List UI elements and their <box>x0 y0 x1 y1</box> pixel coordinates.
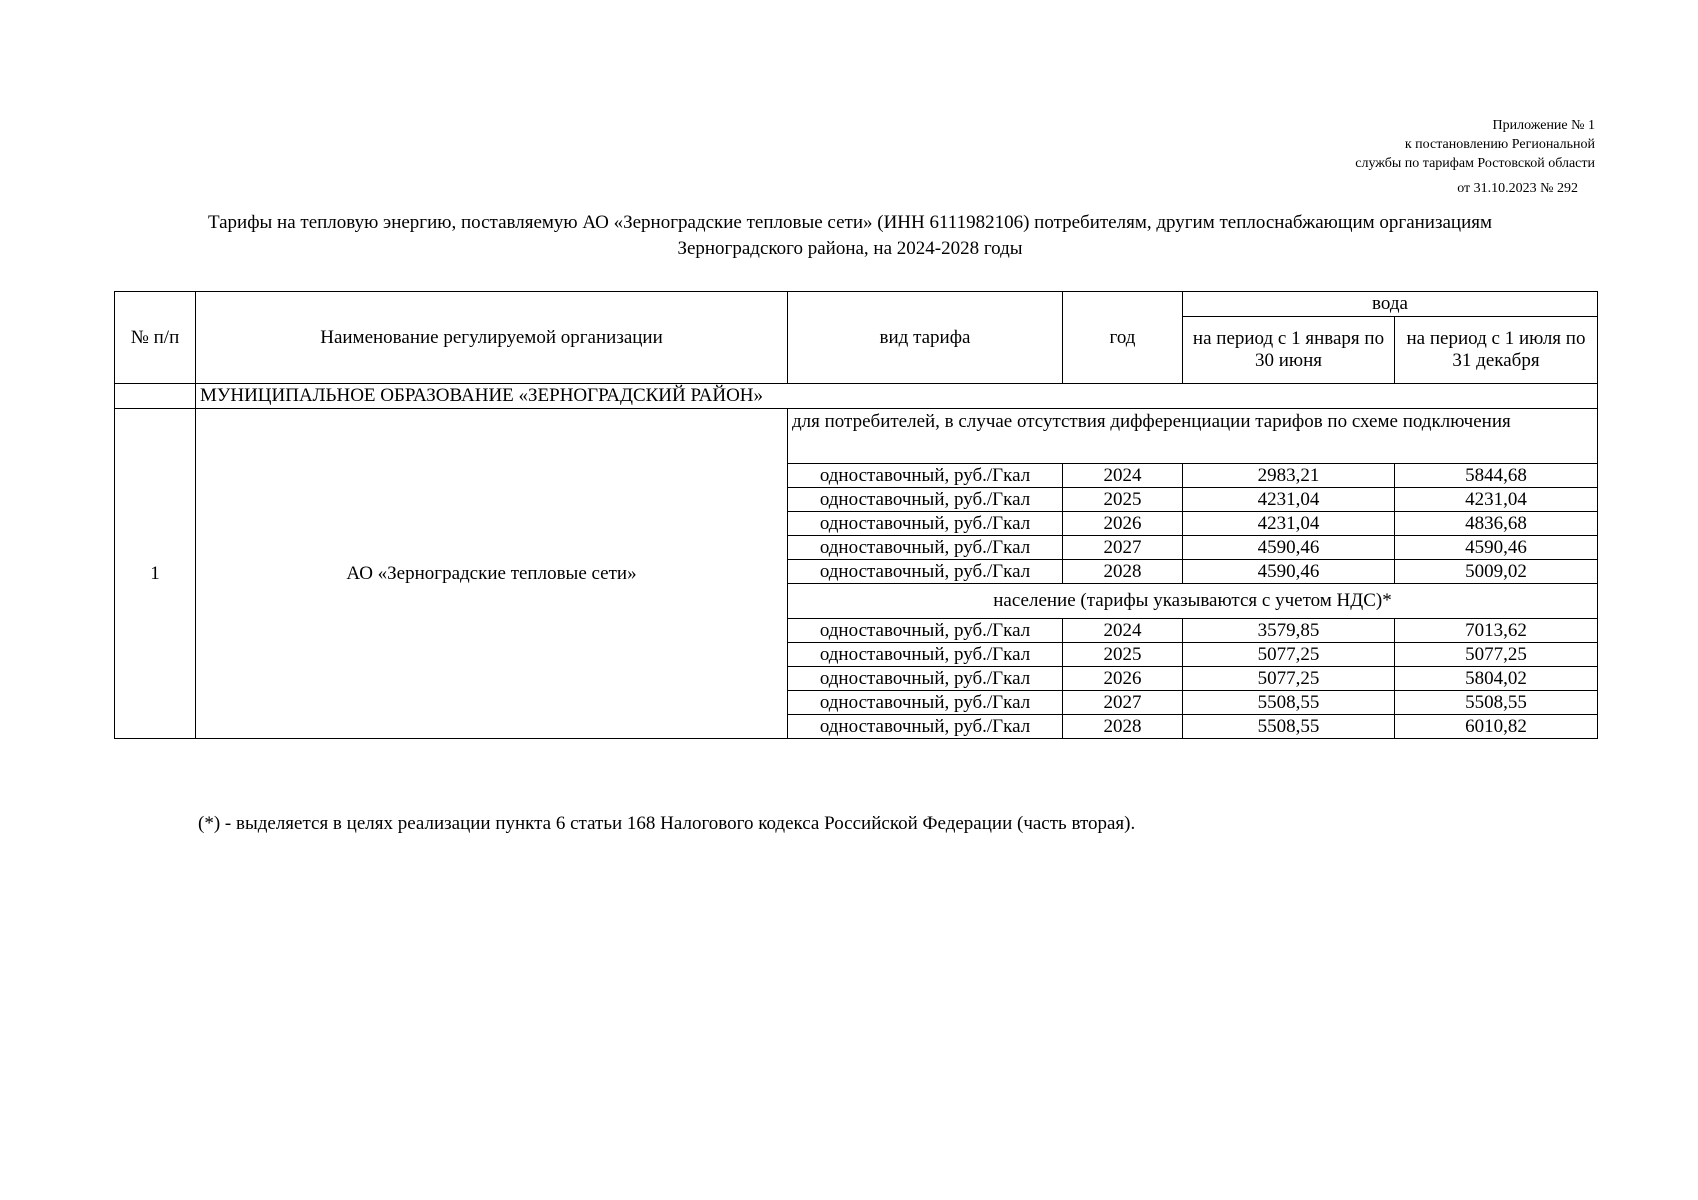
cell-year: 2027 <box>1063 536 1183 560</box>
cell-period-1: 5508,55 <box>1183 715 1395 739</box>
cell-tariff-type: одноставочный, руб./Гкал <box>788 643 1063 667</box>
cell-period-1: 4231,04 <box>1183 512 1395 536</box>
cell-period-2: 4836,68 <box>1395 512 1598 536</box>
cell-period-1: 3579,85 <box>1183 619 1395 643</box>
cell-period-1: 5077,25 <box>1183 643 1395 667</box>
cell-year: 2026 <box>1063 512 1183 536</box>
cell-year: 2025 <box>1063 643 1183 667</box>
cell-tariff-type: одноставочный, руб./Гкал <box>788 715 1063 739</box>
header-period-2: на период с 1 июля по 31 декабря <box>1395 317 1598 384</box>
cell-tariff-type: одноставочный, руб./Гкал <box>788 691 1063 715</box>
cell-year: 2024 <box>1063 619 1183 643</box>
header-org: Наименование регулируемой организации <box>196 292 788 384</box>
cell-tariff-type: одноставочный, руб./Гкал <box>788 667 1063 691</box>
cell-period-2: 5077,25 <box>1395 643 1598 667</box>
section-title: МУНИЦИПАЛЬНОЕ ОБРАЗОВАНИЕ «ЗЕРНОГРАДСКИЙ РАЙОН» <box>196 384 1598 409</box>
group-row-consumers <box>115 409 1598 464</box>
entry-num: 1 <box>115 409 196 739</box>
cell-period-2: 4590,46 <box>1395 536 1598 560</box>
cell-period-1: 2983,21 <box>1183 464 1395 488</box>
annex-block <box>1355 116 1595 198</box>
header-period-1: на период с 1 января по 30 июня <box>1183 317 1395 384</box>
footnote: (*) - выделяется в целях реализации пункта 6 статьи 168 Налогового кодекса Российской Федерации (часть вторая). <box>198 813 1136 834</box>
header-row-main <box>115 292 1598 317</box>
header-num: № п/п <box>115 292 196 384</box>
cell-period-1: 4590,46 <box>1183 560 1395 584</box>
cell-period-1: 5508,55 <box>1183 691 1395 715</box>
title-line-2: Зерноградского района, на 2024-2028 годы <box>677 238 1023 259</box>
cell-period-1: 4231,04 <box>1183 488 1395 512</box>
header-year: год <box>1063 292 1183 384</box>
cell-period-2: 6010,82 <box>1395 715 1598 739</box>
group-label-population: население (тарифы указываются с учетом НДС)* <box>788 584 1598 619</box>
cell-tariff-type: одноставочный, руб./Гкал <box>788 536 1063 560</box>
cell-tariff-type: одноставочный, руб./Гкал <box>788 560 1063 584</box>
cell-year: 2026 <box>1063 667 1183 691</box>
title-line-1: Тарифы на тепловую энергию, поставляемую АО «Зерноградские тепловые сети» (ИНН 6111982106) потребителям, другим теплоснабжающим организациям <box>207 212 1493 233</box>
cell-tariff-type: одноставочный, руб./Гкал <box>788 512 1063 536</box>
cell-period-2: 7013,62 <box>1395 619 1598 643</box>
header-water: вода <box>1183 292 1598 317</box>
header-tariff-type: вид тарифа <box>788 292 1063 384</box>
tariff-table <box>114 291 1598 739</box>
cell-period-2: 5804,02 <box>1395 667 1598 691</box>
cell-year: 2028 <box>1063 560 1183 584</box>
document-title <box>110 210 1590 262</box>
group-label-consumers: для потребителей, в случае отсутствия дифференциации тарифов по схеме подключения <box>788 409 1598 464</box>
cell-tariff-type: одноставочный, руб./Гкал <box>788 488 1063 512</box>
cell-year: 2024 <box>1063 464 1183 488</box>
section-row <box>115 384 1598 409</box>
cell-period-2: 5844,68 <box>1395 464 1598 488</box>
cell-tariff-type: одноставочный, руб./Гкал <box>788 464 1063 488</box>
annex-line-3: службы по тарифам Ростовской области <box>1355 156 1595 171</box>
annex-line-2: к постановлению Региональной <box>1404 137 1595 152</box>
entry-org: АО «Зерноградские тепловые сети» <box>196 409 788 739</box>
cell-period-2: 5508,55 <box>1395 691 1598 715</box>
cell-period-2: 4231,04 <box>1395 488 1598 512</box>
cell-tariff-type: одноставочный, руб./Гкал <box>788 619 1063 643</box>
annex-date-line: от 31.10.2023 № 292 <box>1457 181 1578 196</box>
section-num-cell <box>115 384 196 409</box>
cell-year: 2027 <box>1063 691 1183 715</box>
cell-period-2: 5009,02 <box>1395 560 1598 584</box>
cell-year: 2028 <box>1063 715 1183 739</box>
annex-line-1: Приложение № 1 <box>1492 118 1595 133</box>
cell-year: 2025 <box>1063 488 1183 512</box>
cell-period-1: 5077,25 <box>1183 667 1395 691</box>
cell-period-1: 4590,46 <box>1183 536 1395 560</box>
